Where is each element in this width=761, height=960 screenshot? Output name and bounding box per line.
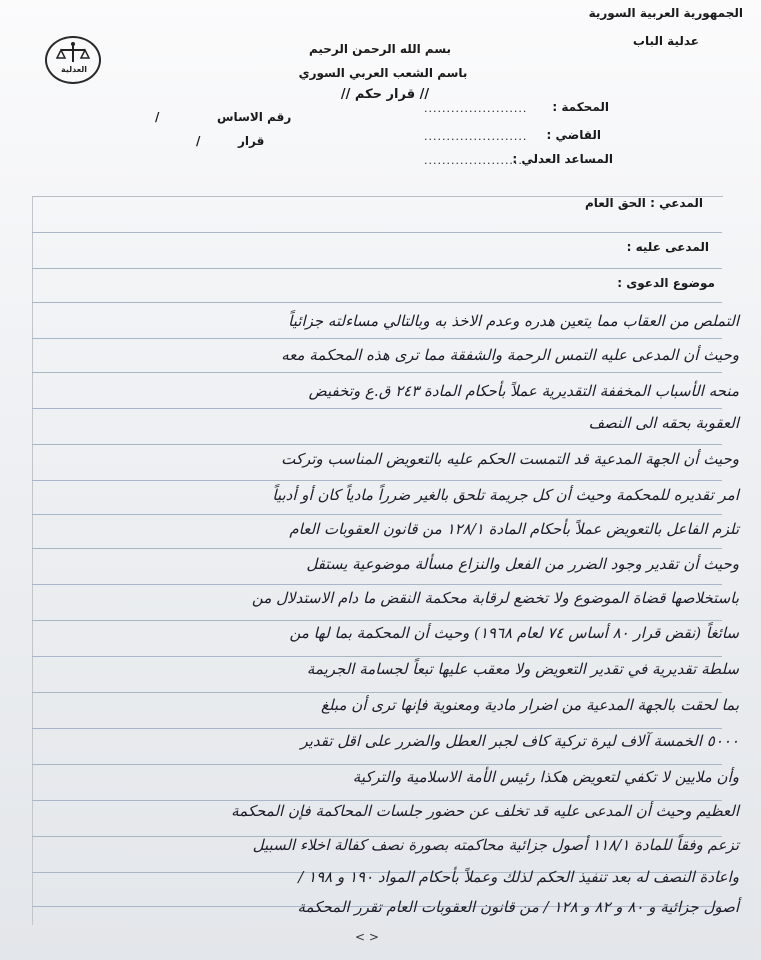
rule-line xyxy=(32,800,722,801)
body-line: بما لحقت بالجهة المدعية من اضرار مادية ومعنوية فإنها ترى أن مبلغ xyxy=(320,696,739,714)
body-line: وأن ملايين لا تكفي لتعويض هكذا رئيس الأمة الاسلامية والتركية xyxy=(352,768,739,786)
rule-line xyxy=(32,268,722,269)
rule-line xyxy=(32,514,722,515)
justice-seal-logo xyxy=(45,36,101,84)
rule-line xyxy=(32,692,722,693)
rule-line xyxy=(32,480,722,481)
rule-line xyxy=(32,408,722,409)
body-line: ٥٠٠٠ الخمسة آلاف ليرة تركية كاف لجبر العطل والضرر على اقل تقدير xyxy=(300,732,739,750)
body-line: تلزم الفاعل بالتعويض عملاً بأحكام المادة ١٢٨/١ من قانون العقوبات العام xyxy=(289,520,739,538)
ministry-name: عدلية الباب xyxy=(632,34,699,48)
republic-title: الجمهورية العربية السورية xyxy=(588,6,743,20)
judge-label: القاضي : xyxy=(546,128,601,142)
body-line: واعادة النصف له بعد تنفيذ الحكم لذلك وعملاً بأحكام المواد ١٩٠ و ١٩٨ / xyxy=(298,868,739,886)
people-line: باسم الشعب العربي السوري xyxy=(298,66,468,80)
rule-line xyxy=(32,338,722,339)
body-line: وحيث أن تقدير وجود الضرر من الفعل والنزاع مسألة موضوعية يستقل xyxy=(306,555,739,573)
seal-text: العدلية xyxy=(61,65,88,74)
body-line: باستخلاصها قضاة الموضوع ولا تخضع لرقابة محكمة النقض ما دام الاستدلال من xyxy=(251,589,739,607)
body-line: العظيم وحيث أن المدعى عليه قد تخلف عن حضور جلسات المحاكمة فإن المحكمة xyxy=(231,802,739,820)
basmala: بسم الله الرحمن الرحيم xyxy=(308,42,452,56)
rule-line xyxy=(32,728,722,729)
body-line: وحيث أن المدعى عليه التمس الرحمة والشفقة مما ترى هذه المحكمة معه xyxy=(281,346,739,364)
court-label: المحكمة : xyxy=(552,100,609,114)
rule-line xyxy=(32,620,722,621)
body-line: سائغاً (نقض قرار ٨٠ أساس ٧٤ لعام ١٩٦٨) وحيث أن المحكمة بما لها من xyxy=(289,624,739,642)
body-line: وحيث أن الجهة المدعية قد التمست الحكم عليه بالتعويض المناسب وتركت xyxy=(281,450,739,468)
decision-number-label: قرار xyxy=(238,134,265,148)
rule-line xyxy=(32,302,722,303)
base-number-label: رقم الاساس xyxy=(217,110,292,124)
body-line: تزعم وفقاً للمادة ١١٨/١ أصول جزائية محاكمته بصورة نصف كفالة اخلاء السبيل xyxy=(252,836,739,854)
body-line: أصول جزائية و ٨٠ و ٨٢ و ١٢٨ / من قانون العقوبات العام تقرر المحكمة xyxy=(297,898,739,916)
body-line: سلطة تقديرية في تقدير التعويض ولا معقب عليها تبعاً لجسامة الجريمة xyxy=(306,660,739,678)
body-line: امر تقديره للمحكمة وحيث أن كل جريمة تلحق بالغير ضرراً مادياً كان أو أدبياً xyxy=(272,486,739,504)
rule-line xyxy=(32,548,722,549)
clerk-dots: ....................... xyxy=(424,154,528,167)
rule-line xyxy=(32,372,722,373)
rule-line xyxy=(32,444,722,445)
rule-line xyxy=(32,764,722,765)
rule-line xyxy=(32,656,722,657)
defendant-label: المدعى عليه : xyxy=(626,240,709,254)
plaintiff-label: المدعي : الحق العام xyxy=(584,196,703,210)
page-mark: < > xyxy=(355,930,379,944)
rule-line xyxy=(32,584,722,585)
subject-label: موضوع الدعوى : xyxy=(617,276,715,290)
body-line: العقوبة بحقه الى النصف xyxy=(588,414,739,432)
base-number-value: / xyxy=(155,110,160,124)
clerk-label: المساعد العدلي : xyxy=(512,152,613,166)
court-dots: ....................... xyxy=(424,102,528,115)
rule-line xyxy=(32,232,722,233)
decision-number-value: / xyxy=(196,134,201,148)
body-line: التملص من العقاب مما يتعين هدره وعدم الاخذ به وبالتالي مساءلته جزائياً xyxy=(288,312,739,330)
body-line: منحه الأسباب المخففة التقديرية عملاً بأحكام المادة ٢٤٣ ق.ع وتخفيض xyxy=(308,382,739,400)
judge-dots: ....................... xyxy=(424,130,528,143)
decision-title: // قرار حكم // xyxy=(340,87,430,102)
